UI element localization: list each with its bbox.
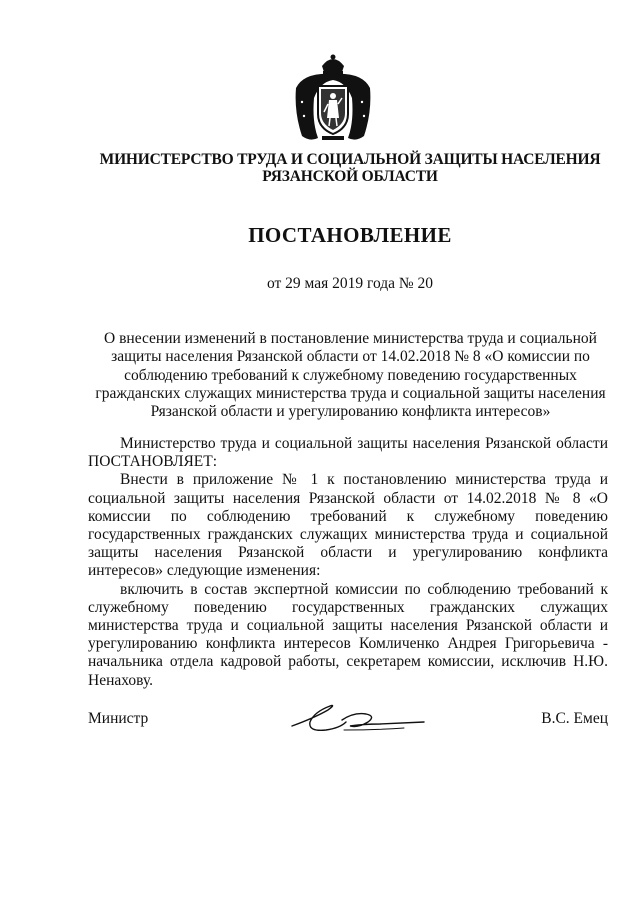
body-paragraph: включить в состав экспертной комиссии по соблюдению требований к служебному поведению государственных гражданских служащих министерства труда и социальной защиты населения Рязанской области и урегулированию конфликта интересов Комличенко Андрея Григорьевича - начальника отдела кадровой работы, секретарем комиссии, исключив Н.Ю. Ненахову. [88, 580, 608, 689]
document-date-number: от 29 мая 2019 года № 20 [266, 275, 434, 292]
body-paragraph: Министерство труда и социальной защиты населения Рязанской области ПОСТАНОВЛЯЕТ: [88, 435, 608, 471]
signature-block [88, 706, 608, 746]
document-subject: О внесении изменений в постановление министерства труда и социальной защиты населения Рязанской области от 14.02.2018 № 8 «О комиссии по соблюдению требований к служебному поведению государственных гражданских служащих министерства труда и социальной защиты населения Рязанской области и урегулированию конфликта интересов» [95, 330, 606, 421]
signatory-name: В.С. Емец [541, 710, 608, 727]
ministry-name-line2: РЯЗАНСКОЙ ОБЛАСТИ [262, 168, 438, 185]
document-body [88, 435, 608, 690]
document-type-title: ПОСТАНОВЛЕНИЕ [248, 223, 452, 247]
body-paragraph: Внести в приложение № 1 к постановлению министерства труда и социальной защиты населения Рязанской области от 14.02.2018 № 8 «О комиссии по соблюдению требований к служебному поведению государственных гражданских служащих министерства труда и социальной защиты населения Рязанской области и урегулированию конфликта интересов» следующие изменения: [88, 471, 608, 580]
ministry-name-line1: МИНИСТЕРСТВО ТРУДА И СОЦИАЛЬНОЙ ЗАЩИТЫ НАСЕЛЕНИЯ [99, 151, 601, 168]
coat-of-arms-icon [292, 52, 374, 144]
handwritten-signature-icon [284, 700, 434, 740]
signatory-title: Министр [88, 710, 149, 727]
